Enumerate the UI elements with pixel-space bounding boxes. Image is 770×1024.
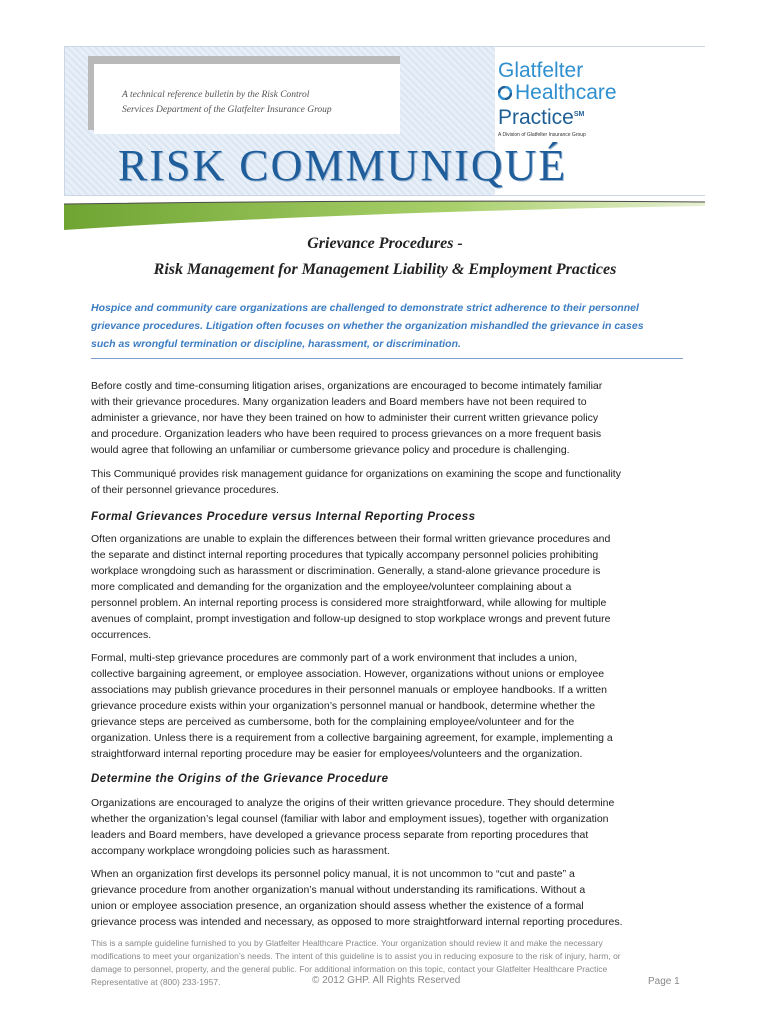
paragraph-line: leaders and Board members, have developed a grievance process separate from reporting procedures that — [91, 829, 589, 841]
service-mark: SM — [573, 111, 585, 118]
intro-summary — [91, 299, 691, 353]
paragraph-2 — [91, 466, 691, 498]
paragraph-line: associations may publish grievance procedures in their personnel manuals or employee handbooks. If a written — [91, 684, 607, 696]
bulletin-title: RISK COMMUNIQUÉ — [118, 141, 568, 190]
footer-line: This is a sample guideline furnished to you by Glatfelter Healthcare Practice. Your organization should review it and make the necessary — [91, 938, 603, 948]
logo-line-2-row — [498, 82, 698, 104]
footer-copyright: © 2012 GHP. All Rights Reserved — [312, 975, 461, 986]
document-title-line-2: Risk Management for Management Liability & Employment Practices — [153, 261, 617, 278]
paragraph-line: workplace wrongdoing such as harassment or discrimination. Generally, a stand-alone grievance procedure is — [91, 565, 601, 577]
paragraph-line: grievance process was intended and necessary, as opposed to more straightforward internal reporting procedures. — [91, 916, 623, 928]
paragraph-line: grievance steps are perceived as cumbersome, both for the complaining employee/volunteer and for the — [91, 716, 575, 728]
intro-line: such as wrongful termination or discipline, harassment, or discrimination. — [91, 338, 461, 350]
logo-line-2: Healthcare — [515, 81, 617, 104]
logo-line-3-row — [498, 104, 698, 129]
logo-circle-arrows-icon — [498, 86, 512, 100]
paragraph-line: union or employee association presence, an organization should assess whether the existence of a formal — [91, 900, 584, 912]
paragraph-line: avenues of complaint, prompt investigation and follow-up designed to stop workplace wrongs and prevent future — [91, 613, 611, 625]
tagline-line: A technical reference bulletin by the Risk Control — [122, 90, 310, 100]
paragraph-3 — [91, 531, 691, 643]
footer-line: Representative at (800) 233-1957. — [91, 977, 221, 987]
paragraph-line: Formal, multi-step grievance procedures are commonly part of a work environment that includes a union, — [91, 652, 578, 664]
divider — [91, 358, 683, 359]
section-heading-1: Formal Grievances Procedure versus Internal Reporting Process — [91, 511, 476, 523]
tagline — [122, 88, 392, 118]
paragraph-line: with their grievance procedures. Many organization leaders and Board members have not been required to — [91, 396, 587, 408]
paragraph-line: personnel problem. An internal reporting process is considered more straightforward, while allowing for multiple — [91, 597, 607, 609]
document-title-line-1: Grievance Procedures - — [307, 235, 463, 252]
paragraph-line: organization. Unless there is a requirement from a collective bargaining agreement, for example, implementing a — [91, 732, 613, 744]
footer-line: damage to personnel, property, and the general public. For additional information on this topic, contact your Glatfelter Healthcare Practice — [91, 964, 608, 974]
paragraph-line: collective bargaining agreement, or employee association. However, organizations without unions or employee — [91, 668, 605, 680]
paragraph-line: Organizations are encouraged to analyze the origins of their written grievance procedure. They should determine — [91, 797, 615, 809]
green-swoosh — [64, 196, 705, 232]
paragraph-line: This Communiqué provides risk management guidance for organizations on examining the scope and functionality — [91, 468, 621, 480]
paragraph-line: straightforward internal reporting procedure may be easier for employees/volunteers and the organization. — [91, 748, 583, 760]
paragraph-line: accompany workplace wrongdoing policies such as harassment. — [91, 845, 390, 857]
paragraph-line: When an organization first develops its personnel policy manual, it is not uncommon to “cut and paste” a — [91, 868, 575, 880]
paragraph-line: and procedure. Organization leaders who have been required to process grievances on a more frequent basis — [91, 428, 602, 440]
glatfelter-logo — [498, 60, 698, 150]
section-heading-2: Determine the Origins of the Grievance Procedure — [91, 773, 389, 785]
footer-line: modifications to meet your organization’s needs. The intent of this guideline is to assist you in reducing exposure to the risk of injury, harm, or — [91, 951, 621, 961]
intro-line: grievance procedures. Litigation often focuses on whether the organization mishandled the grievance in cases — [91, 320, 644, 332]
logo-division: A Division of Glatfelter Insurance Group — [498, 132, 586, 138]
paragraph-line: administer a grievance, nor have they been trained on how to administer their current written grievance policy — [91, 412, 599, 424]
paragraph-line: more complicated and demanding for the organization and the employee/volunteer complaining about a — [91, 581, 572, 593]
paragraph-5 — [91, 795, 691, 859]
logo-line-1: Glatfelter — [498, 59, 584, 82]
logo-line-3: Practice — [498, 106, 574, 129]
tagline-line: Services Department of the Glatfelter Insurance Group — [122, 105, 332, 115]
paragraph-4 — [91, 650, 691, 762]
paragraph-line: whether the organization’s legal counsel (familiar with labor and employment issues), together with organization — [91, 813, 609, 825]
paragraph-line: occurrences. — [91, 629, 152, 641]
paragraph-6 — [91, 866, 691, 930]
paragraph-line: the separate and distinct internal reporting procedures that typically accompany personnel policies prohibiting — [91, 549, 599, 561]
page-number: Page 1 — [648, 976, 680, 987]
paragraph-line: of their personnel grievance procedures. — [91, 484, 279, 496]
paragraph-line: Before costly and time-consuming litigation arises, organizations are encouraged to become intimately familiar — [91, 380, 603, 392]
paragraph-line: would agree that following an unfamiliar or cumbersome grievance policy and procedure is challenging. — [91, 444, 570, 456]
intro-line: Hospice and community care organizations are challenged to demonstrate strict adherence to their personnel — [91, 302, 639, 314]
paragraph-1 — [91, 378, 691, 458]
paragraph-line: Often organizations are unable to explain the differences between their formal written grievance procedures and — [91, 533, 611, 545]
paragraph-line: grievance procedure from another organization’s manual without understanding its ramifications. Without a — [91, 884, 586, 896]
paragraph-line: grievance procedure exists within your organization’s personnel manual or handbook, determine whether the — [91, 700, 596, 712]
